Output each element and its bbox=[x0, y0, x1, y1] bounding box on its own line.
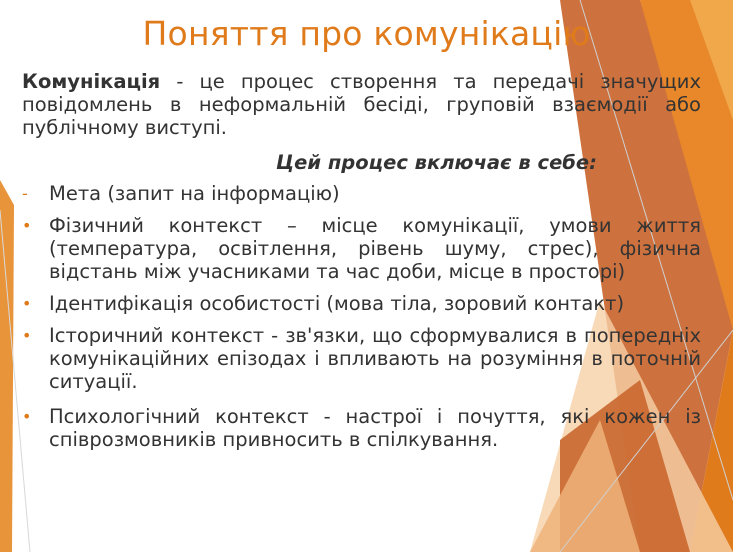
intro-paragraph bbox=[22, 70, 701, 139]
subheading: Цей процес включає в себе: bbox=[276, 151, 597, 174]
list-item-text: Ідентифікація особистості (мова тіла, зоровий контакт) bbox=[49, 292, 625, 315]
intro-term: Комунікація bbox=[22, 70, 161, 93]
list-item-text: Мета (запит на інформацію) bbox=[49, 182, 340, 205]
bullet-list bbox=[22, 182, 701, 451]
bullet-marker-icon: • bbox=[22, 216, 32, 235]
bullet-marker-icon: • bbox=[22, 294, 32, 313]
list-item-text: Фізичний контекст – місце комунікації, умови життя (температура, освітлення, рівень шуму, стрес), фізична відстань між учасниками та час доби, місце в просторі) bbox=[49, 214, 701, 283]
list-item bbox=[22, 214, 701, 283]
intro-text: - це процес створення та передачі значущих повідомлень в неформальній бесіді, груповій взаємодії або публічному виступі. bbox=[22, 70, 701, 139]
list-item bbox=[22, 182, 701, 205]
list-item bbox=[22, 292, 701, 315]
slide-title: Поняття про комунікацію bbox=[142, 14, 591, 53]
bullet-marker-icon: • bbox=[22, 407, 32, 426]
dash-marker-icon: - bbox=[22, 184, 28, 203]
bullet-marker-icon: • bbox=[22, 326, 32, 345]
list-item-text: Історичний контекст - зв'язки, що сформувалися в попередніх комунікаційних епізодах і впливають на розуміння в поточній ситуації. bbox=[49, 324, 701, 393]
list-item-text: Психологічний контекст - настрої і почуття, які кожен із співрозмовників привносить в спілкування. bbox=[49, 405, 701, 451]
list-item bbox=[22, 324, 701, 393]
slide-content bbox=[22, 70, 701, 460]
list-item bbox=[22, 405, 701, 451]
